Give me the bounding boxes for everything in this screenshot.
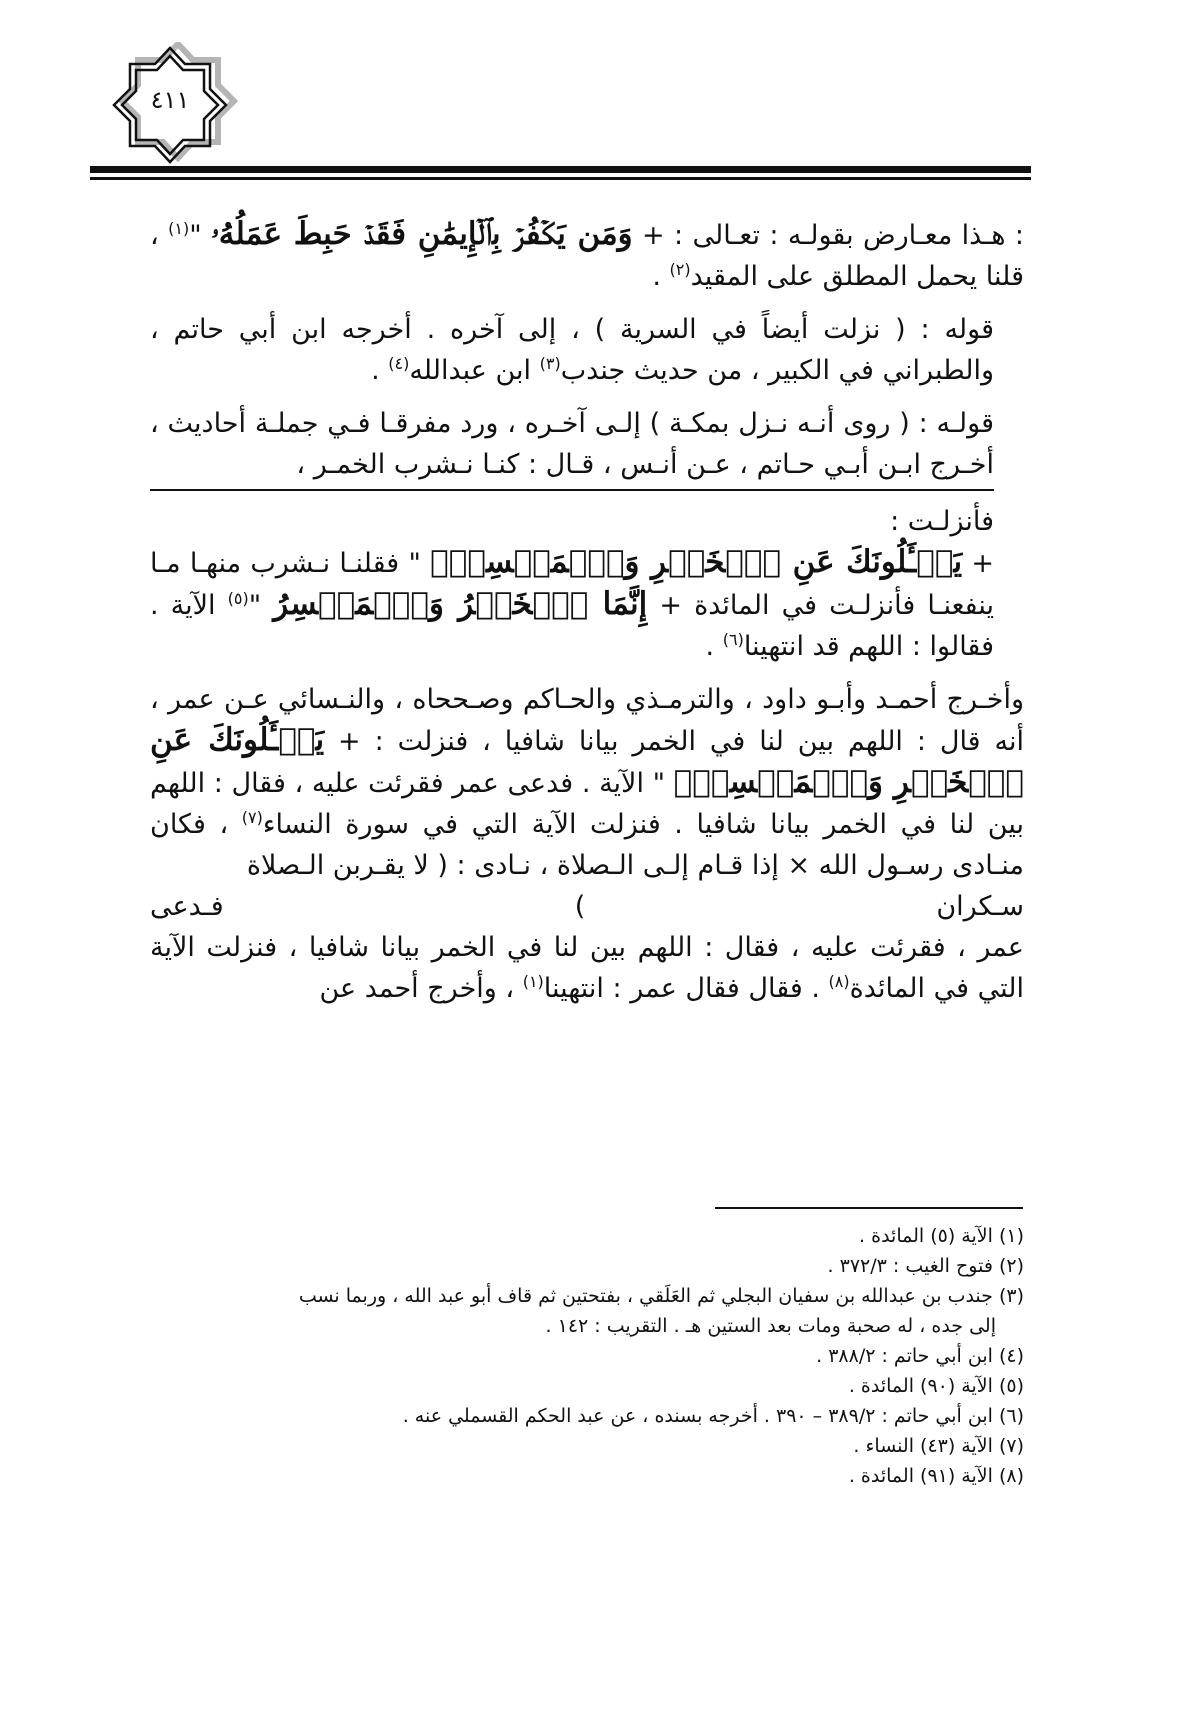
paragraph-3: قولـه : ( روى أنـه نـزل بمكـة ) إلـى آخـره ، ورد مفرقـا فـي جملـة أحاديث ، أخـرج ابـن أبـي حـاتم ، عـن أنـس ، قـال : كنـا نـشرب الخمـر ، فأنزلـت : + يَسۡـَٔلُونَكَ عَنِ ٱلۡخَمۡرِ وَٱلۡمَيۡسِرِۖ " فقلنـا نـشرب منهـا مـا ينفعنـا فأنزلـت في المائدة + إِنَّمَا ٱلۡخَمۡرُ وَٱلۡمَيۡسِرُ "$^{(٥)}$ الآية . فقالوا : اللهم قد انتهينا$^{(٦)}$ . — [150, 408, 994, 662]
footnote-4: (٤) ابن أبي حاتم : ٣٨٨/٢ . — [816, 1345, 1024, 1367]
footnote-8: (٨) الآية (٩١) المائدة . — [848, 1465, 1024, 1487]
quran-verse: يَسۡـَٔلُونَكَ عَنِ ٱلۡخَمۡرِ وَٱلۡمَيۡسِرِۖ — [430, 544, 963, 580]
footnote-ref[interactable]: (٧) — [241, 808, 263, 827]
paragraph-4: وأخـرج أحمـد وأبـو داود ، والترمـذي والحـاكم وصـححاه ، والنـسائي عـن عمر ، أنه قال : اللهم بين لنا في الخمر بيانا شافيا ، فنزلت : + يَسۡـَٔلُونَكَ عَنِ ٱلۡخَمۡرِ وَٱلۡمَيۡسِرِۖ " الآية . فدعى عمر فقرئت عليه ، فقال : اللهم بين لنا في الخمر بيانا شافيا . فنزلت الآية التي في سورة النساء$^{(٧)}$ ، فكان منـادى رسـول الله × إذا قـام إلـى الـصلاة ، نـادى : ( لا يقـربن الـصلاة سـكران ) فـدعى عمر ، فقرئت عليه ، فقال : اللهم بين لنا في الخمر بيانا شافيا ، فنزلت الآية التي في المائدة$^{(٨)}$ . فقال فقال عمر : انتهينا$^{(١)}$ ، وأخرج أحمد عن — [150, 684, 1025, 1004]
footnote-ref[interactable]: (٨) — [828, 972, 850, 991]
stretched-line — [150, 489, 994, 491]
footnote-ref[interactable]: (٤) — [388, 354, 410, 373]
page-number: ٤١١ — [150, 86, 190, 114]
footnote-1: (١) الآية (٥) المائدة . — [859, 1225, 1024, 1247]
footnote-ref[interactable]: (٢) — [669, 260, 691, 279]
footnote-ref[interactable]: (١) — [168, 219, 190, 238]
footnote-7: (٧) الآية (٤٣) النساء . — [853, 1435, 1024, 1457]
footnote-ref[interactable]: (٦) — [722, 630, 744, 649]
footnote-3: (٣) جندب بن عبدالله بن سفيان البجلي ثم العَلَقي ، بفتحتين ثم قاف أبو عبد الله ، وربما نسب — [298, 1285, 1024, 1307]
paragraph-2: قوله : ( نزلت أيضاً في السرية ) ، إلى آخره . أخرجه ابن أبي حاتم ، والطبراني في الكبير ، من حديث جندب$^{(٣)}$ ابن عبدالله$^{(٤)}$ . — [150, 314, 994, 386]
footnote-2: (٢) فتوح الغيب : ٣٧٢/٣ . — [827, 1255, 1024, 1277]
header-rule-thin — [90, 177, 1031, 180]
quran-verse: يَسۡـَٔلُونَكَ عَنِ ٱلۡخَمۡرِ وَٱلۡمَيۡسِرِۖ — [150, 722, 1025, 800]
footnote-5: (٥) الآية (٩٠) المائدة . — [848, 1375, 1024, 1397]
footnote-3-continued: إلى جده ، له صحبة ومات بعد الستين هـ . التقريب : ١٤٢ . — [545, 1315, 996, 1337]
footnote-6: (٦) ابن أبي حاتم : ٣٨٩/٢ – ٣٩٠ . أخرجه بسنده ، عن عبد الحكم القسملي عنه . — [402, 1405, 1024, 1427]
footnote-ref[interactable]: (١) — [522, 972, 544, 991]
main-text — [150, 214, 1024, 1021]
footnotes — [150, 1221, 1024, 1491]
footnote-ref[interactable]: (٣) — [539, 354, 561, 373]
header-rule — [90, 166, 1031, 173]
quran-verse: إِنَّمَا ٱلۡخَمۡرُ وَٱلۡمَيۡسِرُ — [273, 586, 648, 622]
footnote-separator — [715, 1207, 1023, 1209]
stretched-word: فأنزلـت : — [890, 506, 994, 537]
footnote-ref[interactable]: (٥) — [227, 589, 249, 608]
quran-verse: وَمَن يَكۡفُرۡ بِٱلۡإِيمَٰنِ فَقَدۡ حَبِطَ عَمَلُهُۥ — [211, 216, 633, 252]
paragraph-1: : هـذا معـارض بقولـه : تعـالى : + وَمَن يَكۡفُرۡ بِٱلۡإِيمَٰنِ فَقَدۡ حَبِطَ عَمَلُهُۥ "$^{(١)}$ ، قلنا يحمل المطلق على المقيد$^{(٢)}$ . — [150, 216, 1024, 292]
page-number-badge — [100, 42, 240, 168]
stretched-line: سـكران ) فـدعى — [150, 891, 1024, 922]
